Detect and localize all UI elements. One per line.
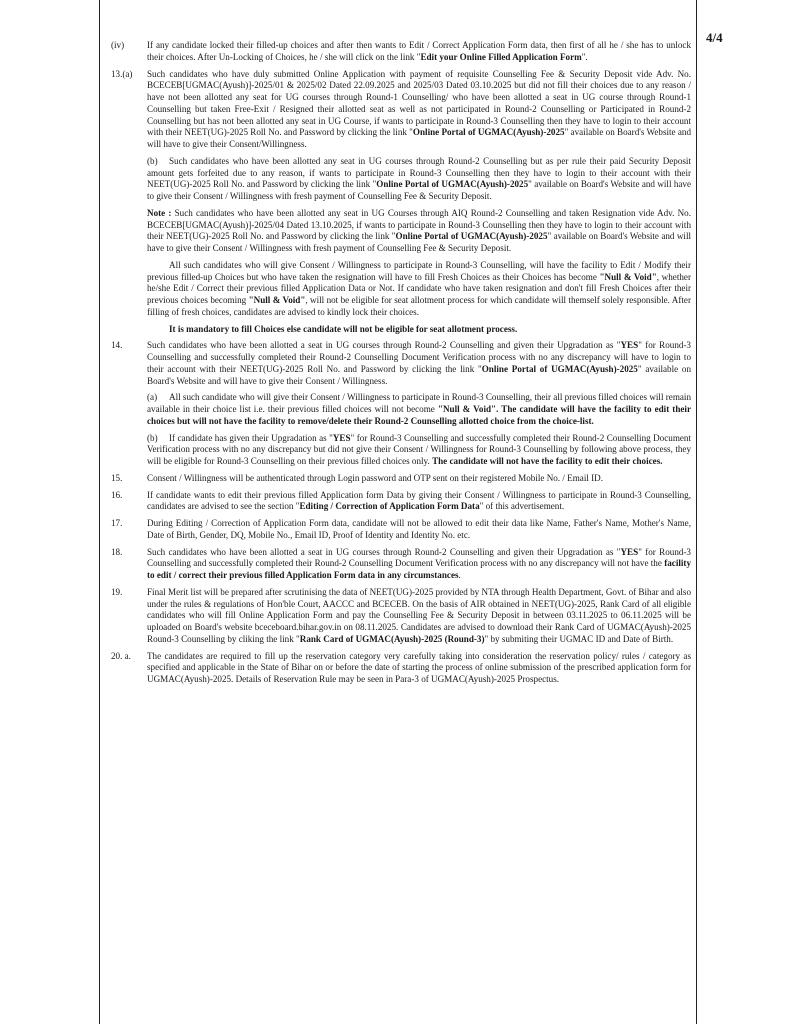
portal-link-text: Online Portal of UGMAC(Ayush)-2025	[481, 363, 638, 374]
clause-text: All such candidate who will give their Consent / Willingness to participate in Round-3 Counselling, their all previous filled choices will remain available in their choice list i.e. their previous filled choices will not become	[147, 392, 691, 414]
clause-text: If candidate wants to edit their previous filled Application form Data by giving their Consent / Willingness to participate in Round-3 Counselling, candidates are advised to see the section "	[147, 489, 691, 512]
mandatory-notice: It is mandatory to fill Choices else candidate will not be eligible for seat allotment process.	[169, 323, 518, 334]
clause-16	[111, 490, 691, 514]
clause-text: " for Round-3 Counselling and successfully completed their Round-2 Counselling Document Verification process with no any discrepancy will have to login to their account with their NEET(UG)-2025 Roll No. and Password by clicking the link "	[147, 340, 691, 374]
null-void-text: "Null & Void"	[248, 295, 306, 305]
clause-label: (iv)	[111, 40, 125, 50]
clause-text: Such candidates who have been allotted any seat in UG courses through Round-2 Counselling but as per rule their paid Security Deposit amount gets forfeited due to any reason, if wants to participate in Round-3 Counselling then they have to login to their account with their NEET(UG)-2025 Roll No. and Password by clicking the link "	[147, 155, 691, 190]
clause-text: , whether he/she Edit / Correct their previous filled Application Data or Not. If candidate who have taken resignation and don't fill Fresh Choices after their previous choices becoming	[147, 271, 691, 305]
clause-text: .	[458, 570, 461, 580]
clause-20a	[111, 651, 691, 686]
clause-label: 13.(a)	[111, 68, 133, 79]
rank-card-link-text: Rank Card of UGMAC(Ayush)-2025 (Round-3)	[299, 633, 485, 644]
clause-text: " by submiting their UGMAC ID and Date of Birth.	[484, 633, 674, 644]
yes-text: YES	[332, 432, 351, 443]
clause-text: " available on Board's Website and will have to give their Consent / Willingness with fresh payment of Counselling Fee & Security Deposit.	[147, 231, 691, 253]
clause-label: 18.	[111, 546, 123, 557]
sub-label: (b)	[147, 155, 158, 166]
clause-text: Final Merit list will be prepared after scrutinising the data of NEET(UG)-2025 provided by NTA through Health Department, Govt. of Bihar and also under the rules & regulations of Hon'ble Court, AACCC and BCECEB. On the basis of AIR obtained in NEET(UG)-2025, Rank Card of all eligible candidates who will fill Online Application Form and pay the Counselling Fee & Security Deposit in between 03.11.2025 to 06.11.2025 will be uploaded on Board's website bceceboard.bihar.gov.in on 08.11.2025. Candidates are advised to download their Rank Card of UGMAC(Ayush)-2025 Round-3 Counselling by cliking the link "	[147, 586, 691, 644]
clause-text: If any candidate locked their filled-up choices and after then wants to Edit / Correct Application Form data, then first of all he / she has to unlock their choices. After Un-Locking of Choices, he / she will click on the link "	[147, 40, 691, 62]
clause-15	[111, 473, 691, 485]
clause-label: 16.	[111, 489, 123, 500]
section-ref-text: Editing / Correction of Application Form Data	[299, 501, 480, 512]
portal-link-text: Online Portal of UGMAC(Ayush)-2025	[376, 179, 529, 190]
portal-link-text: Online Portal of UGMAC(Ayush)-2025	[395, 231, 548, 242]
clause-text: " for Round-3 Counselling and successfully completed their Round-2 Counselling Document Verification process with no any discrepancy will not have the	[147, 546, 691, 569]
yes-text: YES	[620, 340, 639, 351]
clause-text: " of this advertisement.	[479, 501, 565, 512]
clause-13	[111, 69, 691, 336]
clause-iv	[111, 40, 691, 64]
sub-label: (a)	[147, 392, 158, 403]
clause-14b	[147, 433, 691, 468]
clause-14	[111, 340, 691, 468]
clause-label: 19.	[111, 586, 123, 597]
clause-14a	[147, 392, 691, 427]
clause-text: Such candidates who have been allotted a seat in UG courses through Round-2 Counselling and given their Upgradation as "	[147, 546, 621, 557]
clause-text: If candidate has given their Upgradation as "	[169, 432, 333, 443]
clause-text: " available on Board's Website and will have to give their Consent/Willingness.	[147, 127, 691, 149]
clause-text: Such candidates who have been allotted a seat in UG courses through Round-2 Counselling and given their Upgradation as "	[147, 340, 621, 351]
clause-text: " available on Board's Website and will have to give their Consent / Willingness with fresh payment of Counselling Fee & Security Deposit.	[147, 179, 692, 201]
bold-clause-text: The candidate will not have the facility to edit their choices.	[432, 456, 663, 466]
clause-13b	[147, 156, 691, 203]
document-body	[111, 40, 691, 691]
clause-text: Such candidates who have been allotted any seat in UG Courses through AIQ Round-2 Counselling and taken Resignation vide Adv. No. BCECEB[UGMAC(Ayush)]-2025/04 Dated 13.10.2025, if wants to participate in Round-3 Counselling then they have to login to their account with their NEET(UG)-2025 Roll No. and Password by clicking the link "	[147, 207, 691, 242]
edit-form-link-text: Edit your Online Filled Application Form	[420, 51, 582, 62]
clause-label: 17.	[111, 518, 123, 528]
null-void-text: "Null & Void"	[599, 271, 657, 282]
portal-link-text: Online Portal of UGMAC(Ayush)-2025	[412, 127, 565, 138]
clause-text: " for Round-3 Counselling and successfully completed their Round-2 Counselling Document Verification process with no any discrepancy but did not give their Consent / Willingness for Round-3 Counselling by following above process, they will be eligible for Round-3 Counselling on their previous filled choices only.	[147, 432, 691, 466]
clause-label: 14.	[111, 340, 123, 351]
bold-clause-text: facility to edit / correct their previous filled Application Form data in any circumstances	[147, 558, 691, 580]
clause-text: All such candidates who will give Consent / Willingness to participate in Round-3 Counselling, will have the facility to Edit / Modify their previous filled-up Choices but who have taken the resignation will have to fill Fresh Choices as their Choices has become	[147, 259, 691, 282]
clause-19	[111, 587, 691, 646]
page-number: 4/4	[706, 30, 723, 45]
null-void-text: "Null & Void"	[437, 404, 497, 414]
note-label: Note :	[147, 207, 172, 218]
clause-text: , will not be eligible for seat allotment process for which candidate will themself solely responsible. After filling of fresh choices, candidates are advised to kindly lock their choices.	[147, 295, 691, 317]
consent-paragraph	[147, 260, 691, 319]
clause-label: 20. a.	[111, 650, 131, 661]
clause-text: During Editing / Correction of Application Form data, candidate will not be allowed to edit their data like Name, Father's Name, Mother's Name, Date of Birth, Gender, DQ, Mobile No., Email ID, Proof of Identity and Identity No. etc.	[147, 518, 691, 540]
clause-text: ".	[581, 51, 588, 62]
bold-clause-text: . The candidate will have the facility to edit their choices but will not have the facility to remove/delete their Round-2 Counselling allotted choice from the choice-list.	[147, 404, 691, 426]
yes-text: YES	[620, 546, 639, 557]
note-paragraph	[147, 208, 691, 255]
clause-text: The candidates are required to fill up the reservation category very carefully taking into consideration the reservation policy/ rules / category as specified and applicable in the State of Bihar on or before the date of starting the process of online submission of the prescribed application form for UGMAC(Ayush)-2025. Details of Reservation Rule may be seen in Para-3 of UGMAC(Ayush)-2025 Prospectus.	[147, 650, 691, 684]
clause-label: 15.	[111, 472, 123, 483]
clause-text: Consent / Willingness will be authenticated through Login password and OTP sent on their registered Mobile No. / Email ID.	[147, 472, 604, 483]
clause-text: " available on Board's Website and will have to give their Consent / Willingness.	[147, 363, 691, 386]
clause-text: Such candidates who have duly submitted Online Application with payment of requisite Counselling Fee & Security Deposit vide Adv. No. BCECEB[UGMAC(Ayush)]-2025/01 & 2025/02 Dated 22.09.2025 and 2025/03 Dated 03.10.2025 but did not fill their choices due to any reason / have not been allotted any seat for UG courses through Round-1 Counselling/ who have been allotted a seat in UG course through Round-1 Counselling but taken Free-Exit / Resigned their allotted seat as well as not participated in Round-2 Counselling or Participated in Round-2 Counselling but has not been allotted any seat in UG Course, if wants to participate in Round-3 Counselling then they have to login to their account with their NEET(UG)-2025 Roll No. and Password by clicking the link "	[147, 68, 691, 138]
clause-18	[111, 547, 691, 582]
clause-17	[111, 518, 691, 542]
sub-label: (b)	[147, 432, 158, 443]
